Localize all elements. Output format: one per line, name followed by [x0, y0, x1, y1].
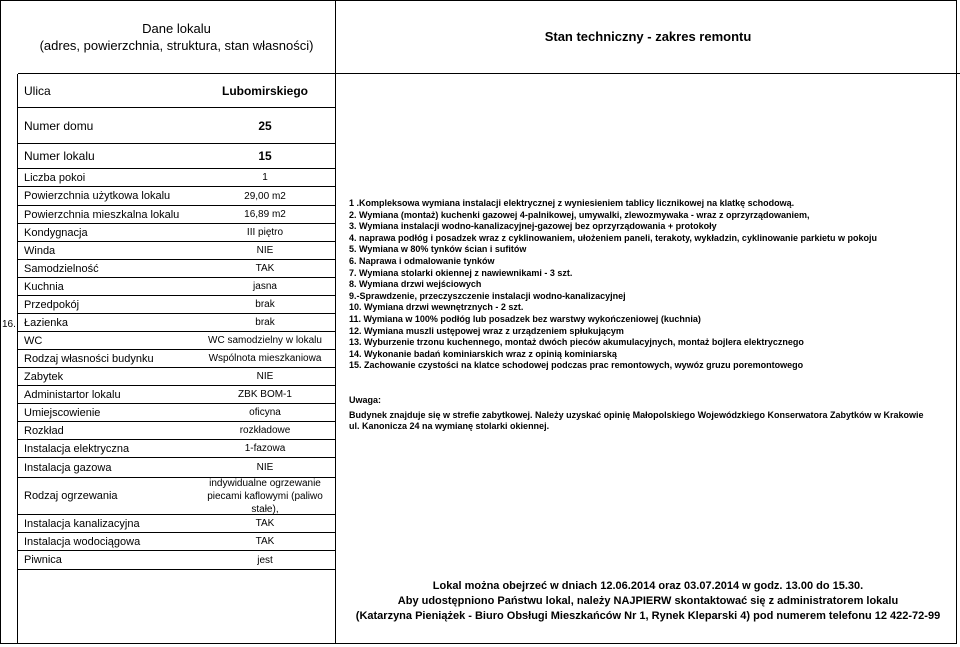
- table-row: [18, 458, 336, 478]
- list-item: 10. Wymiana drzwi wewnętrznych - 2 szt.: [349, 302, 524, 313]
- renovation-scope-area: [336, 74, 960, 644]
- row-label: Liczba pokoi: [24, 171, 86, 184]
- row-label: WC: [24, 334, 43, 347]
- row-label: Łazienka: [24, 316, 69, 329]
- row-value: 25: [258, 118, 272, 133]
- row-value: jest: [257, 554, 273, 566]
- list-item: 5. Wymiana w 80% tynków ścian i sufitów: [349, 244, 527, 255]
- list-item: 9.-Sprawdzenie, przeczyszczenie instalacji wodno-kanalizacyjnej: [349, 290, 626, 301]
- row-value: Lubomirskiego: [221, 83, 308, 98]
- table-row: [18, 386, 336, 404]
- note-text: ul. Kanonicza 24 na wymianę stolarki okiennej.: [349, 421, 550, 432]
- row-label: Administartor lokalu: [24, 388, 121, 401]
- list-item: 2. Wymiana (montaż) kuchenki gazowej 4-palnikowej, umywalki, zlewozmywaka - wraz z oprzyrządowaniem,: [349, 209, 810, 220]
- table-row: [18, 551, 336, 570]
- row-label: Numer domu: [24, 118, 94, 133]
- row-value: NIE: [256, 462, 274, 473]
- row-value: Wspólnota mieszkaniowa: [208, 353, 322, 364]
- table-row: [18, 314, 336, 332]
- row-label: Rodzaj własności budynku: [24, 352, 154, 365]
- row-label: Winda: [24, 244, 56, 257]
- row-label: Umiejscowienie: [24, 406, 101, 419]
- viewing-info-footer: [336, 579, 960, 635]
- row-label: Numer lokalu: [24, 149, 95, 163]
- row-label: Powierzchnia mieszkalna lokalu: [24, 208, 180, 221]
- list-item: 4. naprawa podłóg i posadzek wraz z cyklinowaniem, ułożeniem paneli, terakoty, wykładzin, cyklinowanie parkietu w pokoju: [349, 232, 877, 243]
- row-label: Kondygnacja: [24, 226, 88, 239]
- viewing-dates: Lokal można obejrzeć w dniach 12.06.2014 oraz 03.07.2014 w godz. 13.00 do 15.30.: [432, 580, 864, 592]
- row-value: indywidualne ogrzewanie piecami kaflowymi (paliwo stałe),: [207, 477, 323, 515]
- table-row: [18, 368, 336, 386]
- row-number-column: [0, 74, 18, 644]
- row-label: Instalacja kanalizacyjna: [24, 517, 140, 530]
- row-label: Rodzaj ogrzewania: [24, 490, 118, 502]
- row-value: NIE: [256, 245, 274, 256]
- row-label: Zabytek: [24, 370, 64, 383]
- table-row: [18, 515, 336, 533]
- note-text: Budynek znajduje się w strefie zabytkowej. Należy uzyskać opinię Małopolskiego Wojewódzkiego Konserwatora Zabytków w Krakowie: [349, 409, 924, 420]
- table-row: [18, 224, 336, 242]
- list-item: 8. Wymiana drzwi wejściowych: [349, 279, 482, 290]
- row-label: Piwnica: [24, 554, 62, 566]
- table-row: [18, 260, 336, 278]
- row-value: 29,00 m2: [244, 190, 286, 202]
- row-label: Samodzielność: [24, 262, 99, 275]
- row-label: Kuchnia: [24, 280, 64, 293]
- list-item: 6. Naprawa i odmalowanie tynków: [349, 255, 495, 266]
- list-item: 1 .Kompleksowa wymiana instalacji elektrycznej z wyniesieniem tablicy licznikowej na klatkę schodową.: [349, 198, 795, 208]
- table-row: [18, 206, 336, 224]
- row-value: TAK: [255, 518, 275, 529]
- row-value: 16,89 m2: [244, 209, 286, 220]
- table-row: [18, 422, 336, 440]
- table-row: [18, 108, 336, 144]
- table-row: [18, 404, 336, 422]
- row-value: brak: [255, 299, 275, 310]
- table-row: [18, 169, 336, 187]
- row-value: NIE: [256, 371, 274, 382]
- list-item: 12. Wymiana muszli ustępowej wraz z urządzeniem spłukującym: [349, 325, 624, 336]
- row-number: 16.: [2, 319, 16, 330]
- row-label: Ulica: [24, 83, 51, 98]
- list-item: 13. Wyburzenie trzonu kuchennego, montaż dwóch pieców akumulacyjnych, montaż bojlera elektrycznego: [349, 337, 804, 348]
- row-label: Rozkład: [24, 424, 64, 437]
- table-row: [18, 296, 336, 314]
- list-item: 11. Wymiana w 100% podłóg lub posadzek bez warstwy wykończeniowej (kuchnia): [349, 313, 701, 324]
- table-row: [18, 278, 336, 296]
- table-row: [18, 332, 336, 350]
- table-row: [18, 440, 336, 458]
- row-value: brak: [255, 317, 275, 328]
- header-apartment-data: [18, 0, 336, 74]
- row-value: III piętro: [246, 227, 284, 238]
- row-value: rozkładowe: [239, 425, 291, 436]
- row-value: ZBK BOM-1: [238, 389, 292, 400]
- row-label: Powierzchnia użytkowa lokalu: [24, 190, 171, 202]
- heritage-note: [349, 395, 959, 433]
- list-item: 15. Zachowanie czystości na klatce schodowej podczas prac remontowych, wywóz gruzu poremontowego: [349, 360, 804, 371]
- row-label: Instalacja elektryczna: [24, 442, 130, 455]
- contact-instruction: Aby udostępniono Państwu lokal, należy NAJPIERW skontaktować się z administratorem lokalu: [397, 595, 899, 607]
- row-value: 1: [262, 172, 268, 183]
- row-label: Instalacja wodociągowa: [24, 535, 141, 548]
- contact-details: (Katarzyna Pieniążek - Biuro Obsługi Mieszkańców Nr 1, Rynek Kleparski 4) pod numerem telefonu 12 422-72-99: [355, 610, 941, 622]
- header-left-subtitle: (adres, powierzchnia, struktura, stan własności): [39, 37, 314, 53]
- table-row: [18, 144, 336, 169]
- row-value: 15: [258, 149, 272, 163]
- table-row: [18, 242, 336, 260]
- apartment-data-table: [18, 74, 336, 644]
- table-row: [18, 478, 336, 515]
- row-value: WC samodzielny w lokalu: [208, 335, 322, 346]
- list-item: 3. Wymiana instalacji wodno-kanalizacyjnej-gazowej bez oprzyrządowania + protokoły: [349, 221, 717, 232]
- header-technical-state: Stan techniczny - zakres remontu: [336, 0, 960, 74]
- row-label: Instalacja gazowa: [24, 461, 112, 474]
- row-value: 1-fazowa: [244, 443, 286, 454]
- row-label: Przedpokój: [24, 298, 80, 311]
- table-row: [18, 74, 336, 108]
- list-item: 7. Wymiana stolarki okiennej z nawiewnikami - 3 szt.: [349, 267, 573, 278]
- row-value: oficyna: [249, 407, 281, 418]
- list-item: 14. Wykonanie badań kominiarskich wraz z opinią kominiarską: [349, 348, 617, 359]
- header-left-title: Dane lokalu: [142, 20, 211, 36]
- table-row: [18, 187, 336, 206]
- table-row: [18, 533, 336, 551]
- row-value: TAK: [255, 536, 275, 547]
- renovation-works-list: [349, 198, 949, 372]
- row-value: jasna: [253, 281, 277, 292]
- note-title: Uwaga:: [349, 395, 382, 405]
- row-value: TAK: [255, 263, 275, 274]
- table-row: [18, 350, 336, 368]
